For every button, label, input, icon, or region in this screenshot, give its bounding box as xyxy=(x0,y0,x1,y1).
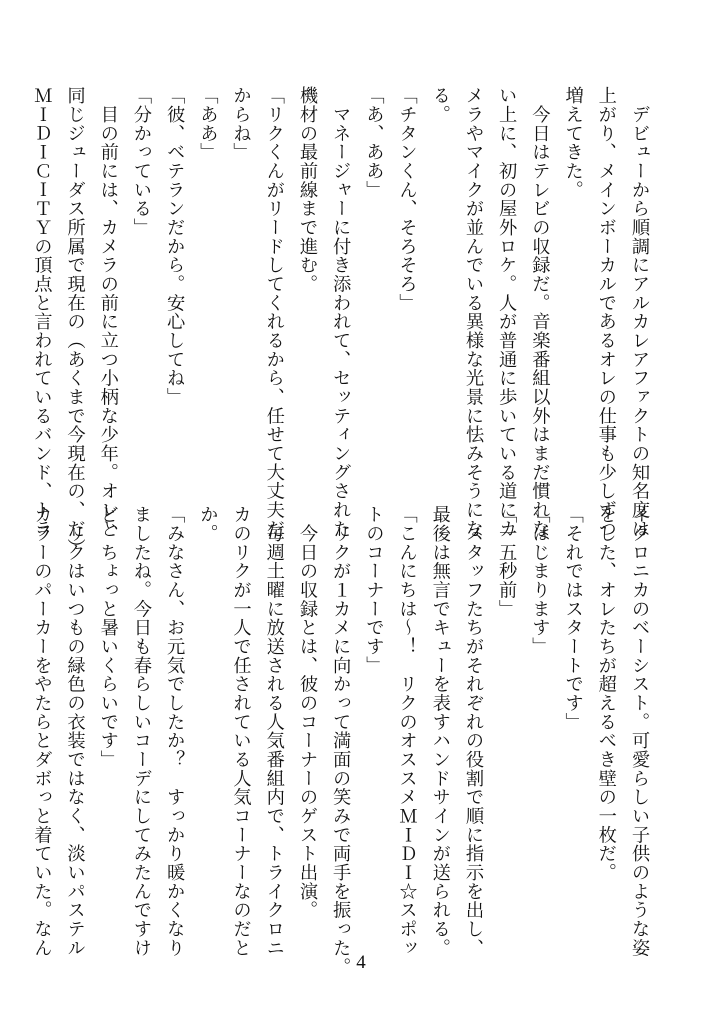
text-line: メラやマイクが並んでいる異様な光景に怯みそうにな xyxy=(462,86,484,539)
dialogue-line: からね」 xyxy=(230,86,252,162)
dialogue-line: 「みなさん、お元気でしたか？ すっかり暖かくなり xyxy=(164,505,186,958)
text-line: 同じジューダス所属で現在の（あくまで今現在の、だ） xyxy=(64,86,86,557)
text-line: カのリクが一人で任されている人気コーナーなのだと xyxy=(230,505,252,958)
dialogue-line: ど、ちょっと暑いくらいです」 xyxy=(97,505,119,769)
text-line: スタッフたちがそれぞれの役割で順に指示を出し、 xyxy=(462,505,484,958)
text-line: リクはいつもの緑色の衣装ではなく、淡いパステル xyxy=(64,505,86,958)
dialogue-line: 「分かっている」 xyxy=(130,86,152,237)
dialogue-line: 「こんにちは〜！ リクのオススメＭＩＤＩ☆スポッ xyxy=(396,505,418,958)
text-line: イクロニカのベーシスト。可愛らしい子供のような姿 xyxy=(629,505,650,958)
text-line: か。 xyxy=(197,505,219,543)
text-line: 目の前には、カメラの前に立つ小柄な少年。オレと xyxy=(97,86,119,539)
text-line: 最後は無言でキューを表すハンドサインが送られる。 xyxy=(429,505,451,958)
text-line: ＭＩＤＩＣＩＴＹの頂点と言われているバンド、トラ xyxy=(31,86,53,539)
dialogue-line: 「あ、ああ」 xyxy=(363,86,385,200)
text-line: をした、オレたちが超えるべき壁の一枚だ。 xyxy=(595,505,617,882)
text-line: 増えてきた。 xyxy=(562,86,584,200)
dialogue-line: 「はじまります」 xyxy=(529,505,551,656)
text-line: 機材の最前線まで進む。 xyxy=(296,86,318,294)
text-line: 今日はテレビの収録だ。音楽番組以外はまだ慣れな xyxy=(529,86,551,539)
upper-text-column-block xyxy=(31,86,656,557)
text-line: カラーのパーカーをやたらとダボっと着ていた。なん xyxy=(31,505,53,958)
text-line: い上に、初の屋外ロケ。人が普通に歩いている道にカ xyxy=(496,86,518,539)
dialogue-line: 「一五秒前」 xyxy=(496,505,518,619)
dialogue-line: ましたね。今日も春らしいコーデにしてみたんですけ xyxy=(130,505,152,958)
text-line: 毎週土曜に放送される人気番組内で、トライクロニ xyxy=(263,505,285,958)
text-line: マネージャーに付き添われて、セッティングされた xyxy=(330,86,352,539)
dialogue-line: 「それではスタートです」 xyxy=(562,505,584,732)
page-number: 4 xyxy=(356,952,366,973)
text-line: リクが１カメに向かって満面の笑みで両手を振った。 xyxy=(330,505,352,976)
dialogue-line: トのコーナーです」 xyxy=(363,505,385,675)
dialogue-line: 「チタンくん、そろそろ」 xyxy=(396,86,418,313)
dialogue-line: 「ああ」 xyxy=(197,86,219,162)
text-line: る。 xyxy=(429,86,451,124)
text-line: 今日の収録とは、彼のコーナーのゲスト出演。 xyxy=(296,505,318,920)
text-line: デビューから順調にアルカレアファクトの知名度は xyxy=(629,86,650,539)
dialogue-line: 「リクくんがリードしてくれるから、任せて大丈夫だ xyxy=(263,86,285,539)
text-line: 上がり、メインボーカルであるオレの仕事も少しずつ xyxy=(595,86,617,539)
dialogue-line: 「彼、ベテランだから。安心してね」 xyxy=(164,86,186,407)
lower-text-column-block xyxy=(31,505,656,976)
